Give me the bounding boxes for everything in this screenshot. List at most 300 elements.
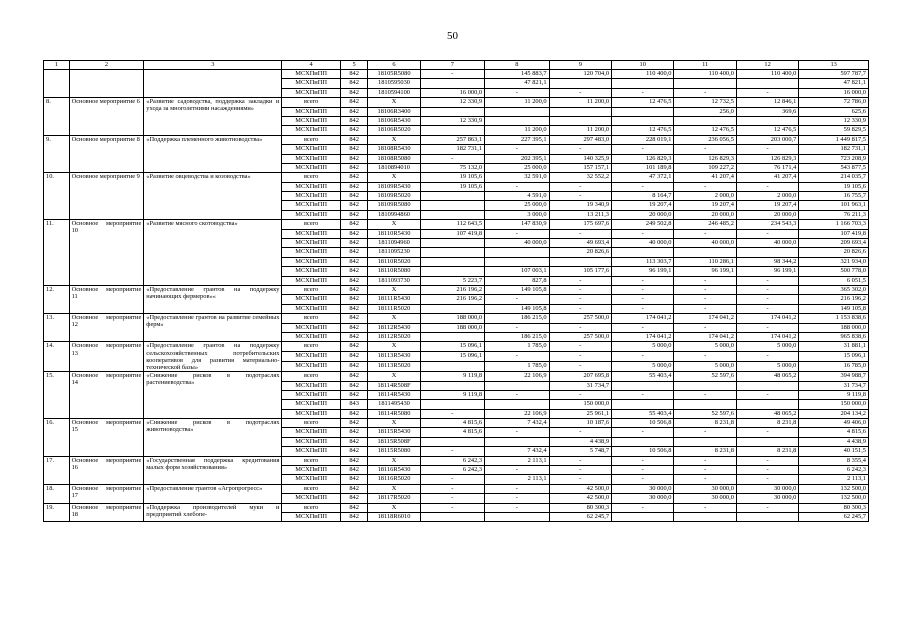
value-cell: 110 400,0: [674, 70, 736, 79]
table-row: [44, 314, 869, 323]
executor-cell: МСХПиПП: [282, 304, 340, 313]
value-cell: -: [612, 229, 674, 238]
budget-code-cell: 18109R5430: [368, 182, 420, 191]
value-cell: [549, 257, 611, 266]
grbs-code-cell: 842: [340, 352, 368, 362]
value-cell: 30 000,0: [736, 484, 798, 493]
value-cell: -: [612, 503, 674, 512]
total-cell: 209 693,4: [799, 239, 869, 248]
activity-name-cell: Основное мероприятие 15: [69, 419, 144, 457]
value-cell: 22 106,9: [485, 409, 549, 418]
value-cell: -: [736, 503, 798, 512]
executor-cell: МСХПиПП: [282, 428, 340, 437]
value-cell: 112 643,5: [420, 220, 484, 229]
table-body: [44, 70, 869, 522]
total-cell: 543 877,5: [799, 163, 869, 172]
value-cell: -: [612, 466, 674, 475]
value-cell: -: [736, 352, 798, 362]
executor-cell: МСХПиПП: [282, 107, 340, 116]
value-cell: [612, 79, 674, 88]
value-cell: -: [612, 390, 674, 399]
value-cell: 30 000,0: [674, 484, 736, 493]
value-cell: 12 476,5: [612, 98, 674, 107]
value-cell: [736, 79, 798, 88]
budget-code-cell: 1811094960: [368, 239, 420, 248]
grbs-code-cell: 842: [340, 428, 368, 437]
budget-code-cell: 18113R5020: [368, 362, 420, 372]
value-cell: -: [549, 304, 611, 313]
row-index-cell: 9.: [44, 135, 70, 173]
header-row: [44, 61, 869, 70]
value-cell: 12 476,5: [612, 126, 674, 135]
value-cell: -: [612, 88, 674, 97]
value-cell: [420, 126, 484, 135]
total-cell: 132 500,0: [799, 484, 869, 493]
budget-code-cell: 1811495430: [368, 400, 420, 409]
total-cell: 625,6: [799, 107, 869, 116]
total-cell: 1 449 817,5: [799, 135, 869, 144]
value-cell: 40 000,0: [485, 239, 549, 248]
budget-code-cell: 18114R5430: [368, 390, 420, 399]
value-cell: -: [549, 295, 611, 304]
total-cell: 188 000,0: [799, 323, 869, 332]
value-cell: -: [485, 182, 549, 191]
grbs-code-cell: 842: [340, 126, 368, 135]
value-cell: 101 189,8: [612, 163, 674, 172]
grbs-code-cell: 842: [340, 304, 368, 313]
value-cell: -: [420, 475, 484, 484]
value-cell: 40 000,0: [674, 239, 736, 248]
total-cell: 8 355,4: [799, 456, 869, 465]
total-cell: 19 105,6: [799, 182, 869, 191]
value-cell: 140 325,9: [549, 154, 611, 163]
value-cell: [612, 513, 674, 522]
grbs-code-cell: 842: [340, 257, 368, 266]
value-cell: -: [736, 88, 798, 97]
value-cell: 11 200,0: [549, 98, 611, 107]
value-cell: [674, 248, 736, 257]
grbs-code-cell: 842: [340, 332, 368, 341]
activity-description-cell: «Развитие садоводства, поддержка закладки и ухода за многолетними насаждениями»: [144, 98, 282, 136]
value-cell: [420, 362, 484, 372]
executor-cell: МСХПиПП: [282, 239, 340, 248]
budget-table: [43, 60, 869, 522]
budget-code-cell: X: [368, 285, 420, 294]
table-row: [44, 419, 869, 428]
value-cell: -: [549, 456, 611, 465]
activity-description-cell: «Предоставление грантов на поддержку начинающих фермеров»«: [144, 285, 282, 313]
value-cell: -: [549, 428, 611, 437]
value-cell: 32 591,0: [485, 173, 549, 182]
value-cell: [612, 116, 674, 125]
value-cell: -: [549, 475, 611, 484]
total-cell: 76 211,3: [799, 210, 869, 219]
value-cell: 174 041,2: [612, 314, 674, 323]
row-index-cell: 17.: [44, 456, 70, 484]
activity-description-cell: «Предоставление грантов на развитие семейных ферм»: [144, 314, 282, 342]
value-cell: -: [485, 484, 549, 493]
budget-code-cell: X: [368, 342, 420, 352]
value-cell: 149 105,8: [485, 285, 549, 294]
budget-code-cell: X: [368, 220, 420, 229]
column-header-7: 7: [420, 61, 484, 70]
value-cell: 98 344,2: [736, 257, 798, 266]
value-cell: -: [736, 276, 798, 285]
table-row: [44, 503, 869, 512]
value-cell: 110 400,0: [612, 70, 674, 79]
value-cell: [420, 210, 484, 219]
value-cell: 12 330,9: [420, 98, 484, 107]
value-cell: 107 419,8: [420, 229, 484, 238]
grbs-code-cell: 842: [340, 513, 368, 522]
activity-name-cell: Основное мероприятие 16: [69, 456, 144, 484]
budget-code-cell: 1810594100: [368, 88, 420, 97]
budget-code-cell: 18117R5020: [368, 494, 420, 503]
activity-description-cell: «Государственная поддержка кредитования малых форм хозяйствования»: [144, 456, 282, 484]
executor-cell: МСХПиПП: [282, 201, 340, 210]
value-cell: -: [674, 304, 736, 313]
value-cell: 126 829,3: [612, 154, 674, 163]
activity-name-cell: [69, 70, 144, 98]
grbs-code-cell: 842: [340, 447, 368, 456]
value-cell: [674, 400, 736, 409]
executor-cell: МСХПиПП: [282, 248, 340, 257]
value-cell: -: [549, 276, 611, 285]
value-cell: 2 113,1: [485, 456, 549, 465]
executor-cell: МСХПиПП: [282, 192, 340, 201]
row-index-cell: 10.: [44, 173, 70, 220]
value-cell: 41 207,4: [674, 173, 736, 182]
value-cell: [736, 248, 798, 257]
executor-cell: МСХПиПП: [282, 210, 340, 219]
total-cell: 15 096,1: [799, 352, 869, 362]
executor-cell: МСХПиПП: [282, 154, 340, 163]
value-cell: -: [612, 456, 674, 465]
total-cell: 101 963,1: [799, 201, 869, 210]
total-cell: 1 153 838,6: [799, 314, 869, 323]
column-header-6: 6: [368, 61, 420, 70]
value-cell: 31 734,7: [549, 381, 611, 390]
grbs-code-cell: 842: [340, 135, 368, 144]
budget-code-cell: 1811093730: [368, 276, 420, 285]
value-cell: -: [612, 352, 674, 362]
executor-cell: МСХПиПП: [282, 447, 340, 456]
executor-cell: МСХПиПП: [282, 79, 340, 88]
budget-code-cell: X: [368, 98, 420, 107]
activity-description-cell: «Снижение рисков в подотраслях животноводства»: [144, 419, 282, 457]
value-cell: -: [674, 475, 736, 484]
total-cell: 80 300,3: [799, 503, 869, 512]
value-cell: 186 215,0: [485, 314, 549, 323]
value-cell: 96 199,1: [736, 267, 798, 276]
budget-code-cell: 18115R508F: [368, 437, 420, 446]
column-header-5: 5: [340, 61, 368, 70]
value-cell: 203 000,7: [736, 135, 798, 144]
value-cell: -: [549, 362, 611, 372]
value-cell: [736, 116, 798, 125]
value-cell: 25 000,0: [485, 201, 549, 210]
budget-code-cell: 18112R5020: [368, 332, 420, 341]
value-cell: 113 303,7: [612, 257, 674, 266]
value-cell: -: [485, 145, 549, 154]
value-cell: 6 242,3: [420, 466, 484, 475]
value-cell: 182 731,1: [420, 145, 484, 154]
value-cell: 174 041,2: [674, 332, 736, 341]
value-cell: -: [485, 428, 549, 437]
grbs-code-cell: 842: [340, 503, 368, 512]
value-cell: -: [420, 70, 484, 79]
executor-cell: МСХПиПП: [282, 437, 340, 446]
value-cell: [420, 400, 484, 409]
value-cell: -: [420, 409, 484, 418]
value-cell: 216 196,2: [420, 285, 484, 294]
value-cell: [674, 437, 736, 446]
executor-cell: МСХПиПП: [282, 88, 340, 97]
budget-code-cell: 18110R5080: [368, 267, 420, 276]
value-cell: 11 200,0: [549, 126, 611, 135]
value-cell: -: [674, 295, 736, 304]
value-cell: 5 000,0: [736, 362, 798, 372]
table-row: [44, 484, 869, 493]
value-cell: 20 000,0: [674, 210, 736, 219]
value-cell: [420, 437, 484, 446]
executor-cell: МСХПиПП: [282, 466, 340, 475]
activity-name-cell: Основное мероприятие 17: [69, 484, 144, 503]
value-cell: [736, 381, 798, 390]
grbs-code-cell: 842: [340, 437, 368, 446]
value-cell: [736, 513, 798, 522]
value-cell: 145 883,7: [485, 70, 549, 79]
budget-code-cell: 18115R5080: [368, 447, 420, 456]
value-cell: [485, 107, 549, 116]
value-cell: -: [736, 456, 798, 465]
value-cell: -: [736, 145, 798, 154]
executor-cell: МСХПиПП: [282, 182, 340, 191]
value-cell: [420, 257, 484, 266]
value-cell: [549, 107, 611, 116]
row-index-cell: 18.: [44, 484, 70, 503]
activity-name-cell: Основное мероприятие 8: [69, 135, 144, 173]
value-cell: 30 000,0: [674, 494, 736, 503]
value-cell: 126 829,3: [674, 154, 736, 163]
value-cell: 174 041,2: [674, 314, 736, 323]
value-cell: 827,8: [485, 276, 549, 285]
value-cell: 12 330,9: [420, 116, 484, 125]
grbs-code-cell: 842: [340, 323, 368, 332]
value-cell: 48 065,2: [736, 409, 798, 418]
value-cell: [420, 267, 484, 276]
budget-code-cell: 1811095230: [368, 248, 420, 257]
budget-code-cell: 18114R5080: [368, 409, 420, 418]
value-cell: -: [485, 466, 549, 475]
budget-code-cell: 18109R5080: [368, 201, 420, 210]
total-cell: 31 881,1: [799, 342, 869, 352]
value-cell: -: [485, 295, 549, 304]
grbs-code-cell: 842: [340, 70, 368, 79]
column-header-13: 13: [799, 61, 869, 70]
budget-code-cell: 1810595030: [368, 79, 420, 88]
value-cell: 30 000,0: [612, 494, 674, 503]
value-cell: [420, 513, 484, 522]
value-cell: 75 132,0: [420, 163, 484, 172]
value-cell: 4 815,6: [420, 419, 484, 428]
value-cell: 8 231,8: [674, 447, 736, 456]
value-cell: -: [549, 323, 611, 332]
value-cell: 76 171,4: [736, 163, 798, 172]
budget-code-cell: X: [368, 173, 420, 182]
value-cell: -: [674, 285, 736, 294]
value-cell: [612, 437, 674, 446]
grbs-code-cell: 842: [340, 98, 368, 107]
total-cell: 4 438,9: [799, 437, 869, 446]
executor-cell: всего: [282, 456, 340, 465]
budget-code-cell: 18116R5430: [368, 466, 420, 475]
value-cell: [612, 107, 674, 116]
total-cell: 40 151,5: [799, 447, 869, 456]
value-cell: [612, 400, 674, 409]
budget-code-cell: X: [368, 314, 420, 323]
executor-cell: МСХПиПП: [282, 323, 340, 332]
budget-code-cell: 18112R5430: [368, 323, 420, 332]
total-cell: 216 196,2: [799, 295, 869, 304]
value-cell: -: [420, 154, 484, 163]
total-cell: 6 051,5: [799, 276, 869, 285]
value-cell: -: [674, 88, 736, 97]
executor-cell: МСХПиПП: [282, 276, 340, 285]
row-index-cell: [44, 70, 70, 98]
value-cell: 42 500,0: [549, 494, 611, 503]
value-cell: 2 000,0: [674, 192, 736, 201]
total-cell: 150 000,0: [799, 400, 869, 409]
value-cell: [485, 437, 549, 446]
executor-cell: МСХПиПП: [282, 257, 340, 266]
value-cell: -: [674, 323, 736, 332]
executor-cell: МСХПиПП: [282, 229, 340, 238]
value-cell: [612, 381, 674, 390]
grbs-code-cell: 842: [340, 220, 368, 229]
activity-description-cell: «Предоставление грантов «Агропрогресс»: [144, 484, 282, 503]
value-cell: [420, 304, 484, 313]
activity-name-cell: Основное мероприятие 14: [69, 372, 144, 419]
value-cell: 22 106,9: [485, 372, 549, 381]
value-cell: 5 000,0: [674, 362, 736, 372]
budget-code-cell: 18106R3400: [368, 107, 420, 116]
value-cell: -: [612, 182, 674, 191]
budget-code-cell: X: [368, 503, 420, 512]
value-cell: 188 000,0: [420, 314, 484, 323]
value-cell: -: [736, 285, 798, 294]
executor-cell: МСХПиПП: [282, 145, 340, 154]
row-index-cell: 11.: [44, 220, 70, 286]
value-cell: 40 000,0: [612, 239, 674, 248]
value-cell: 186 215,0: [485, 332, 549, 341]
activity-description-cell: «Развитие овцеводства и козоводства»: [144, 173, 282, 220]
total-cell: 365 302,0: [799, 285, 869, 294]
value-cell: -: [549, 285, 611, 294]
grbs-code-cell: 842: [340, 484, 368, 493]
grbs-code-cell: 842: [340, 362, 368, 372]
value-cell: 175 697,6: [549, 220, 611, 229]
total-cell: 723 208,9: [799, 154, 869, 163]
value-cell: 9 119,8: [420, 372, 484, 381]
executor-cell: МСХПиПП: [282, 163, 340, 172]
value-cell: 5 223,7: [420, 276, 484, 285]
grbs-code-cell: 842: [340, 116, 368, 125]
grbs-code-cell: 842: [340, 173, 368, 182]
budget-code-cell: 18108R5430: [368, 145, 420, 154]
table-row: [44, 285, 869, 294]
total-cell: 20 826,6: [799, 248, 869, 257]
value-cell: -: [485, 390, 549, 399]
value-cell: [736, 437, 798, 446]
value-cell: -: [736, 182, 798, 191]
value-cell: 256,0: [674, 107, 736, 116]
activity-name-cell: Основное мероприятие 10: [69, 220, 144, 286]
value-cell: 41 207,4: [736, 173, 798, 182]
budget-code-cell: 18113R5430: [368, 352, 420, 362]
value-cell: -: [674, 456, 736, 465]
value-cell: 236 056,5: [674, 135, 736, 144]
executor-cell: МСХПиПП: [282, 295, 340, 304]
table-row: [44, 342, 869, 352]
value-cell: -: [420, 447, 484, 456]
value-cell: 19 207,4: [612, 201, 674, 210]
value-cell: 5 000,0: [612, 342, 674, 352]
value-cell: 105 177,6: [549, 267, 611, 276]
budget-code-cell: 1810994860: [368, 210, 420, 219]
total-cell: 59 829,5: [799, 126, 869, 135]
value-cell: [485, 257, 549, 266]
executor-cell: МСХПиПП: [282, 513, 340, 522]
activity-description-cell: «Поддержка племенного животноводства»: [144, 135, 282, 173]
value-cell: 19 340,9: [549, 201, 611, 210]
row-index-cell: 8.: [44, 98, 70, 136]
value-cell: 20 826,6: [549, 248, 611, 257]
value-cell: 30 000,0: [736, 494, 798, 503]
column-header-3: 3: [144, 61, 282, 70]
total-cell: 204 134,2: [799, 409, 869, 418]
value-cell: 174 041,2: [612, 332, 674, 341]
value-cell: -: [420, 484, 484, 493]
value-cell: -: [549, 352, 611, 362]
value-cell: 55 403,4: [612, 372, 674, 381]
value-cell: [420, 239, 484, 248]
row-index-cell: 19.: [44, 503, 70, 522]
value-cell: 19 105,6: [420, 182, 484, 191]
value-cell: 12 732,5: [674, 98, 736, 107]
value-cell: [549, 116, 611, 125]
value-cell: 8 231,8: [736, 447, 798, 456]
value-cell: 297 483,0: [549, 135, 611, 144]
total-cell: 16 785,0: [799, 362, 869, 372]
column-header-1: 1: [44, 61, 70, 70]
executor-cell: всего: [282, 173, 340, 182]
total-cell: 214 035,7: [799, 173, 869, 182]
grbs-code-cell: 842: [340, 494, 368, 503]
value-cell: [420, 201, 484, 210]
value-cell: 16 000,0: [420, 88, 484, 97]
value-cell: 48 065,2: [736, 372, 798, 381]
value-cell: 228 019,1: [612, 135, 674, 144]
total-cell: 132 500,0: [799, 494, 869, 503]
grbs-code-cell: 842: [340, 79, 368, 88]
total-cell: 149 105,8: [799, 304, 869, 313]
budget-code-cell: X: [368, 372, 420, 381]
value-cell: -: [674, 390, 736, 399]
value-cell: 11 200,0: [485, 126, 549, 135]
total-cell: 321 934,0: [799, 257, 869, 266]
row-index-cell: 15.: [44, 372, 70, 419]
